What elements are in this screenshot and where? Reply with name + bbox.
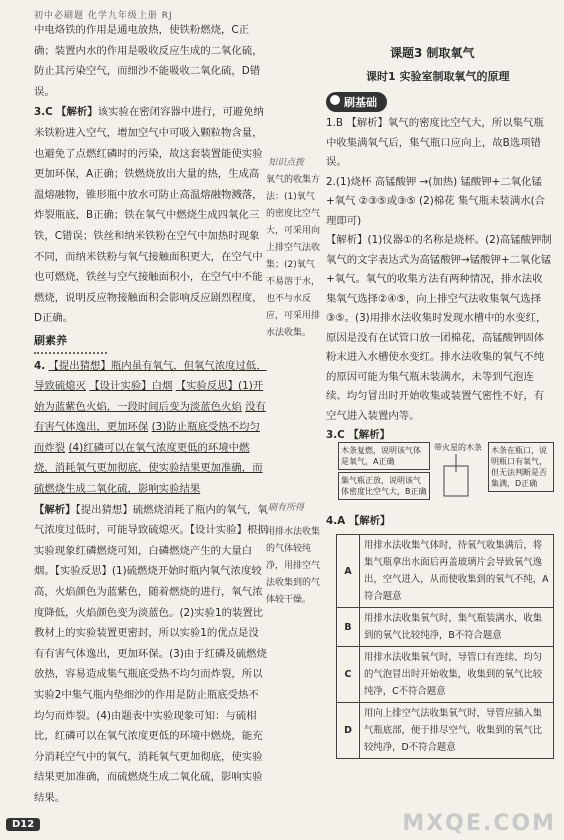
question-3: 3.C 【解析】 (326, 429, 390, 441)
page-number: D12 (6, 818, 40, 831)
question-2: 2.(1)烧杯 高锰酸钾 →(加热) 锰酸钾+二氧化锰+氧气 ②③⑤或③⑤ (2)棉花 集气瓶未装满水(合理即可) (326, 175, 546, 227)
left-column (34, 20, 269, 809)
question-4-explanation: 【解析】【提出猜想】硫燃烧消耗了瓶内的氧气，氧气浓度过低时，可能导致硫熄灭。【设计实验】根据实验现象红磷燃烧可知，白磷燃烧产生的大量白烟。【实验反思】(1)硫燃烧开始时瓶内氧气浓度较高，火焰颜色为蓝紫色，随着燃烧的进行，氧气浓度降低，火焰颜色变为淡蓝色。(2)实验1的装置比教材上的实验装置更密封，所以实验1的优点是没有有害气体逸出，更加环保。(3)由于红磷及硫燃烧放热，容易造成集气瓶底受热不均匀而炸裂，所以实验2中集气瓶内垫细沙的作用是防止瓶底受热不均匀而炸裂。(4)由题表中实验现象可知：与硫相比，红磷可以在氧气浓度更低的环境中燃烧，能充分消耗空气中的氧气，消耗氧气更加彻底，使实验结果更加准确，而硫燃烧生成二氧化硫，影响实验结果。 (34, 503, 268, 804)
diagram (338, 442, 554, 500)
question-4: 4. 【提出猜想】瓶内虽有氧气，但氧气浓度过低，导致硫熄灭 【设计实验】白烟 【实验反思】(1)开始为蓝紫色火焰，一段时间后变为淡蓝色火焰 没有有害气体逸出，更加环保 (3)防止瓶底受热不均匀而炸裂 (4)红磷可以在氧气浓度更低的环境中燃烧，消耗氧气更加彻底，使实验结果更加准确，而硫燃烧生成二氧化硫，影响实验结果 (34, 359, 267, 496)
diagram-box: 集气瓶正放，说明该气体密度比空气大，B正确 (338, 472, 430, 500)
question-1: 1.B 【解析】氧气的密度比空气大，所以集气瓶中收集满氧气后，集气瓶口应向上，故B选项错误。 (326, 117, 544, 168)
sidebar-label: 刷有所得 (268, 503, 305, 513)
jar-icon (438, 454, 478, 500)
diagram-label: 带火星的木条 (434, 443, 482, 452)
badge-icon (330, 95, 340, 105)
lesson-subtitle: 课时1 实验室制取氧气的原理 (366, 70, 510, 83)
options-table (336, 534, 554, 759)
sidebar-note: 氧气的收集方法：(1)氧气的密度比空气大，可采用向上排空气法收集；(2)氧气不易溶于水，也不与水反应，可采用排水法收集。 (266, 175, 321, 338)
lesson-title: 课题3 制取氧气 (390, 46, 475, 60)
section-badge: 刷基础 (326, 92, 387, 112)
table-row: B 用排水法收集氧气时，集气瓶装满水，收集到的氧气比较纯净，B不符合题意 (337, 608, 554, 647)
page-header: 初中必刷题 化学九年级上册 RJ (34, 11, 173, 21)
question-3: 3.C 【解析】该实验在密闭容器中进行，可避免纳米铁粉进入空气，增加空气中可吸入颗粒物含量，也避免了点燃红磷时的污染，故这套装置能使实验更加环保，A正确；铁燃烧放出大量的热，生成高温熔融物，锥形瓶中放水可防止高温熔融物溅落，炸裂瓶底，B正确；铁在氧气中燃烧生成四氧化三铁，C错误；铁丝和纳米铁粉在空气中加热时现象不同，而纳米铁粉与氧气接触面积更大，在空气中也可燃烧，铁丝与空气接触面积小，在空气中不能燃烧，说明反应物接触面积会影响反应剧烈程度，D正确。 (34, 106, 264, 325)
question-4: 4.A 【解析】 (326, 515, 391, 527)
paragraph: 中电烙铁的作用是通电放热，使铁粉燃烧，C正确；装置内水的作用是吸收反应生成的二氧化硫，防止其污染空气，而细沙不能吸收二氧化硫，D错误。 (34, 24, 263, 98)
diagram-box: 木条在瓶口，说明瓶口有氧气，但无法判断是否集满，D正确 (488, 442, 554, 492)
sidebar-note: 用排水法收集的气体较纯净，用排空气法收集到的气体较干燥。 (266, 527, 321, 605)
diagram-box: 木条复燃，说明该气体是氧气，A正确 (338, 442, 430, 470)
table-row: D 用向上排空气法收集氧气时，导管应插入集气瓶底部，便于排尽空气，收集到的氧气比较纯净，D不符合题意 (337, 703, 554, 759)
table-row: C 用排水法收集氧气时，导管口有连续、均匀的气泡冒出时开始收集，收集到的氧气比较纯净，C不符合题意 (337, 647, 554, 703)
right-column (326, 114, 552, 446)
section-title: 刷素养 (34, 331, 107, 354)
table-row: A 用排水法收集气体时，待氧气收集满后，将集气瓶拿出水面后再盖玻璃片会导致氧气逸出，空气进入，从而使收集到的氧气不纯，A符合题意 (337, 535, 554, 608)
watermark: MXQE.COM (402, 811, 556, 836)
question-2-explanation: 【解析】(1)仪器①的名称是烧杯。(2)高锰酸钾制氧气的文字表达式为高锰酸钾→锰酸钾+二氧化锰+氧气。氧气的收集方法有两种情况，排水法收集氧气选择②④⑤，向上排空气法收集氧气选择③⑤。(3)用排水法收集时发现水槽中的水变红，原因是没有在试管口放一团棉花，高锰酸钾固体粉末进入水槽使水变红。排水法收集的氧气不纯的原因可能为集气瓶未装满水，未等到气泡连续、均匀冒出时开始收集或装置气密性不好，有空气进入装置内等。 (326, 234, 552, 422)
sidebar-label: 知识点拨 (268, 158, 305, 168)
